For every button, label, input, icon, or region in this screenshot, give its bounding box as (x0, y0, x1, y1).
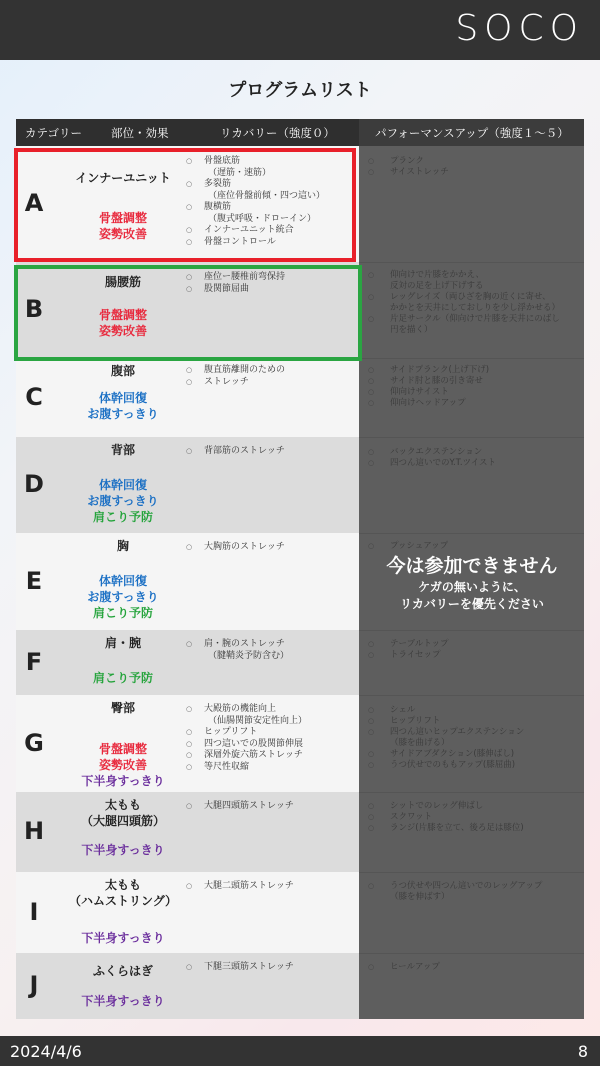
performance-item: ○ 四つん這いヒップエクステンション (368, 727, 582, 738)
footer-bar (0, 1036, 600, 1066)
effect-label: 骨盤調整 (98, 308, 147, 322)
performance-item: ○ 仰向けで片膝をかかえ、 (368, 270, 582, 281)
performance-item: ○ 仰向けヘッドアップ (368, 398, 582, 409)
recovery-item: （座位骨盤前傾・四つ這い） (208, 190, 326, 201)
recovery-item: （腹式呼吸・ドローイン） (208, 213, 317, 224)
recovery-item: ○ 骨盤底筋 (186, 156, 341, 168)
effect-label: 骨盤調整 (98, 742, 147, 756)
performance-item: ○ サイド肘と膝の引き寄せ (368, 376, 582, 387)
performance-item: ○ テーブルトップ (368, 639, 582, 650)
performance-item: ○ うつ伏せや四つん這いでのレッグアップ (368, 881, 582, 892)
performance-list (368, 801, 582, 834)
performance-list (368, 962, 582, 973)
recovery-item: ○ ストレッチ (186, 377, 341, 389)
recovery-item: ○ 大殿筋の機能向上 (186, 704, 341, 716)
effect-label: 体幹回復 (98, 574, 147, 588)
performance-item: ○ サイストレッチ (368, 167, 582, 178)
effect-label: 肩こり予防 (92, 510, 153, 524)
performance-item: ○ バックエクステンション (368, 447, 582, 458)
recovery-list (186, 704, 341, 773)
body-part-label: 腸腰筋 (104, 275, 141, 289)
performance-item: ○ 仰向けサイスト (368, 387, 582, 398)
performance-list (368, 705, 582, 771)
performance-list (368, 365, 582, 409)
recovery-item: ○ 腹直筋離開のための (186, 365, 341, 377)
effect-label: 肩こり予防 (92, 671, 153, 685)
row-a-highlight-box (14, 148, 356, 262)
recovery-item: （遅筋・速筋） (208, 167, 272, 178)
header-category: カテゴリー (25, 126, 83, 140)
recovery-item: ○ 股関節屈曲 (186, 284, 341, 296)
recovery-item: ○ 深層外旋六筋ストレッチ (186, 750, 341, 762)
recovery-item: ○ 座位ー腰椎前弯保持 (186, 272, 341, 284)
performance-list (368, 447, 582, 469)
body-part-label: 背部 (110, 443, 135, 457)
recovery-item: ○ 等尺性収縮 (186, 762, 341, 774)
performance-item: ○ サイドプランク(上げ下げ) (368, 365, 582, 376)
effect-label: 下半身すっきり (81, 994, 165, 1008)
footer-date: 2024/4/6 (10, 1042, 82, 1061)
category-letter: G (24, 728, 44, 757)
header-performance: パフォーマンスアップ（強度１～５） (375, 126, 569, 140)
category-letter: H (23, 817, 45, 845)
effect-label: お腹すっきり (87, 590, 159, 604)
recovery-priority-line-1: ケガの無いように、 (418, 580, 526, 594)
performance-item: ○ ヒップリフト (368, 716, 582, 727)
performance-item: ○ スクワット (368, 812, 582, 823)
category-letter: B (24, 295, 44, 323)
recovery-item: ○ インナーユニット統合 (186, 225, 341, 237)
row-b-highlight-box (14, 265, 362, 361)
category-letter: J (29, 971, 39, 999)
not-available-message: 今は参加できません (386, 555, 558, 577)
recovery-item: （仙腸関節安定性向上） (208, 715, 308, 726)
performance-item: ○ ランジ(片膝を立て、後ろ足は膝位) (368, 823, 582, 834)
page-title: プログラムリスト (228, 80, 372, 101)
recovery-list (186, 542, 341, 554)
effect-label: 下半身すっきり (81, 843, 165, 857)
effect-label: 骨盤調整 (98, 211, 147, 225)
performance-item: ○ ヒールアップ (368, 962, 582, 973)
top-bar (0, 0, 600, 60)
performance-item: ○ シェル (368, 705, 582, 716)
performance-item: 円を描く） (390, 325, 433, 335)
category-letter: A (24, 189, 44, 217)
effect-label: 姿勢改善 (98, 758, 147, 772)
body-part-label: ふくらはぎ (92, 964, 153, 978)
body-part-label: 肩・腕 (104, 636, 141, 650)
effect-label: 下半身すっきり (81, 931, 165, 945)
performance-item: （膝を伸ばす） (390, 892, 450, 902)
performance-item: ○ プランク (368, 156, 582, 167)
performance-item: ○ 四つん這いでのY.T.ツイスト (368, 458, 582, 469)
header-recovery: リカバリー（強度０） (220, 126, 335, 140)
recovery-list (186, 962, 341, 974)
performance-list (368, 881, 582, 903)
recovery-list (186, 365, 341, 388)
recovery-item: ○ 大腿二頭筋ストレッチ (186, 881, 341, 893)
recovery-list (186, 881, 341, 893)
effect-label: 下半身すっきり (81, 774, 165, 788)
recovery-list (186, 639, 341, 662)
performance-item: ○ トライセップ (368, 650, 582, 661)
effect-label: 体幹回復 (98, 391, 147, 405)
body-part-label: 臀部 (110, 701, 135, 715)
performance-item: ○ プッシュアップ (368, 541, 582, 552)
recovery-item: ○ 肩・腕のストレッチ (186, 639, 341, 651)
body-part-label: 腹部 (110, 364, 135, 378)
effect-label: お腹すっきり (87, 494, 159, 508)
category-letter: I (29, 897, 39, 926)
performance-item: 反対の足を上げ下げする (390, 281, 484, 291)
effect-label: 体幹回復 (98, 478, 147, 492)
category-letter: E (25, 566, 43, 595)
table-header (16, 119, 584, 146)
performance-list (368, 270, 582, 336)
recovery-item: ○ 背部筋のストレッチ (186, 446, 341, 458)
effect-label: 姿勢改善 (98, 324, 147, 338)
performance-item: ○ 片足サークル（仰向けで片膝を天井にのばし (368, 314, 582, 325)
recovery-item: ○ 大腿四頭筋ストレッチ (186, 801, 341, 813)
performance-list (368, 156, 582, 178)
recovery-item: ○ 四つ這いでの股関節伸展 (186, 739, 341, 751)
soco-logo: SOCO (455, 8, 584, 49)
effect-label: 姿勢改善 (98, 227, 147, 241)
performance-item: ○ うつ伏せでのももアップ(膝屈曲) (368, 760, 582, 771)
page-number: 8 (577, 1042, 588, 1061)
recovery-list (186, 446, 341, 458)
recovery-priority-line-2: リカバリーを優先ください (400, 597, 544, 611)
performance-item: かかとを天井にしておしりを少し浮かせる） (390, 303, 561, 313)
performance-item: ○ シットでのレッグ伸ばし (368, 801, 582, 812)
effect-label: 肩こり予防 (92, 606, 153, 620)
performance-item: ○ レッグレイズ（両ひざを胸の近くに寄せ、 (368, 292, 582, 303)
body-part-label: インナーユニット (75, 171, 171, 185)
body-part-label: 胸 (116, 539, 129, 553)
category-letter: C (25, 382, 43, 411)
recovery-item: ○ 腹横筋 (186, 202, 341, 214)
category-letter: F (25, 647, 43, 676)
recovery-priority-message (362, 579, 582, 613)
performance-item: （膝を曲げる） (390, 738, 450, 748)
header-part: 部位・効果 (111, 126, 169, 140)
body-part-label: 太もも （ハムストリング） (68, 878, 178, 908)
category-letter: D (24, 470, 44, 498)
body-part-label: 太もも （大腿四頭筋） (80, 798, 165, 828)
recovery-item: ○ 骨盤コントロール (186, 237, 341, 249)
effect-label: お腹すっきり (87, 407, 159, 421)
recovery-item: ○ 下腿三頭筋ストレッチ (186, 962, 341, 974)
recovery-list (186, 801, 341, 813)
performance-list (368, 639, 582, 661)
recovery-item: ○ ヒップリフト (186, 727, 341, 739)
recovery-item: ○ 大胸筋のストレッチ (186, 542, 341, 554)
performance-item: ○ サイドアブダクション(膝伸ばし) (368, 749, 582, 760)
recovery-item: ○ 多裂筋 (186, 179, 341, 191)
recovery-item: （腱鞘炎予防含む） (208, 650, 290, 661)
